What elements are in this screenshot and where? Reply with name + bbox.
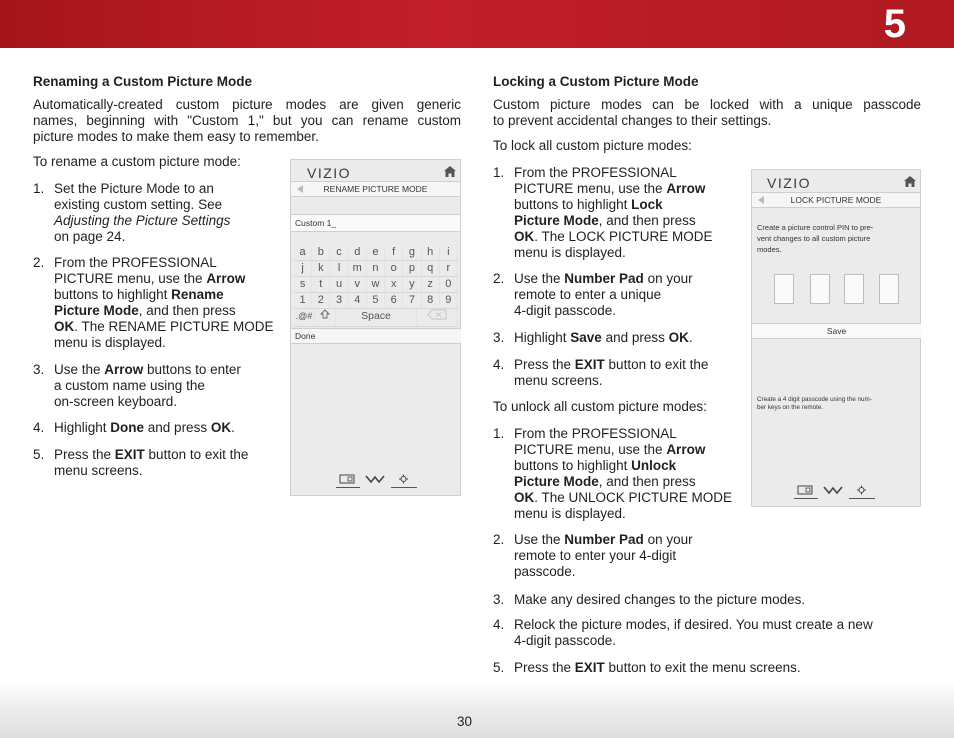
step-text xyxy=(514,660,801,676)
step-text-run: OK xyxy=(514,490,535,505)
chevron-down-icon xyxy=(365,475,385,484)
step-line xyxy=(54,287,274,303)
step-text-run: . The LOCK PICTURE MODE xyxy=(534,229,713,244)
step-line xyxy=(514,213,713,229)
gear-icon xyxy=(856,485,867,495)
unlock-lead: To unlock all custom picture modes: xyxy=(493,399,707,414)
step-text xyxy=(514,426,732,522)
page-number: 30 xyxy=(457,714,473,729)
key[interactable]: 5 xyxy=(367,293,385,309)
step-text-run: EXIT xyxy=(114,447,145,462)
divider xyxy=(336,487,360,488)
screen-title-bar xyxy=(291,181,460,197)
lock-description xyxy=(757,222,919,255)
step-line xyxy=(514,490,732,506)
footer-band xyxy=(0,684,954,738)
key[interactable]: t xyxy=(312,277,330,293)
step-text-run: buttons to highlight xyxy=(514,197,632,212)
step-text-run: 4-digit passcode. xyxy=(514,633,617,648)
key[interactable]: o xyxy=(385,261,403,277)
rename-intro-line: Automatically-created custom picture modes are given generic xyxy=(33,97,461,112)
step-line xyxy=(514,474,732,490)
step-line xyxy=(54,447,248,463)
step-text-run: menu is displayed. xyxy=(514,245,626,260)
key[interactable]: v xyxy=(349,277,367,293)
step-line xyxy=(54,197,230,213)
lock-picture-mode-screen xyxy=(751,169,921,507)
backspace-icon xyxy=(427,309,447,320)
pin-digit-box[interactable] xyxy=(774,274,794,304)
back-arrow-icon[interactable] xyxy=(758,196,764,204)
step-text-run: on your xyxy=(643,271,693,286)
step-text-run: . The UNLOCK PICTURE MODE xyxy=(534,490,733,505)
step-text-run: . xyxy=(231,420,235,435)
wide-icon xyxy=(339,474,355,484)
step-text-run: buttons to enter xyxy=(143,362,241,377)
step-text-run: Arrow xyxy=(666,181,706,196)
step-line xyxy=(514,357,708,373)
on-screen-keyboard xyxy=(294,245,458,327)
step-text-run: menu screens. xyxy=(54,463,143,478)
key[interactable]: 2 xyxy=(312,293,330,309)
remote-hint-bar xyxy=(794,485,879,499)
key[interactable]: w xyxy=(367,277,385,293)
step-text xyxy=(54,181,230,245)
step-line xyxy=(514,532,693,548)
step-number: 3. xyxy=(33,362,45,377)
step-line xyxy=(514,165,713,181)
step-line xyxy=(514,373,708,389)
key[interactable]: r xyxy=(440,261,458,277)
step-line xyxy=(54,255,274,271)
step-number: 5. xyxy=(33,447,45,462)
key[interactable]: 4 xyxy=(349,293,367,309)
step-line xyxy=(54,229,230,245)
step-line xyxy=(54,335,274,351)
step-text-run: a custom name using the xyxy=(54,378,205,393)
key[interactable]: 1 xyxy=(294,293,312,309)
passcode-hint-line: ber keys on the remote. xyxy=(757,404,824,411)
rename-intro-line: picture modes to make them easy to remember. xyxy=(33,129,319,144)
step-text-run: passcode. xyxy=(514,564,576,579)
step-text-run: remote to enter a unique xyxy=(514,287,662,302)
lock-intro xyxy=(493,97,921,129)
keyboard-row xyxy=(294,261,458,277)
step-text xyxy=(54,255,274,351)
step-text-run: button to exit the xyxy=(144,447,249,462)
step-text-run: button to exit the menu screens. xyxy=(604,660,801,675)
passcode-hint-line: Create a 4 digit passcode using the num- xyxy=(757,396,872,403)
step-text-run: Picture Mode xyxy=(514,474,599,489)
key[interactable]: y xyxy=(403,277,421,293)
rename-heading: Renaming a Custom Picture Mode xyxy=(33,74,253,89)
step-text-run: Number Pad xyxy=(564,271,644,286)
step-number: 4. xyxy=(33,420,45,435)
lock-intro-line: Custom picture modes can be locked with a unique passcode xyxy=(493,97,921,112)
key[interactable]: x xyxy=(385,277,403,293)
home-icon[interactable] xyxy=(444,166,456,177)
chevron-down-icon xyxy=(823,486,843,495)
step-text xyxy=(514,592,805,608)
screen-title: RENAME PICTURE MODE xyxy=(323,184,428,194)
step-line xyxy=(514,426,732,442)
passcode-hint xyxy=(757,396,919,412)
key[interactable]: 7 xyxy=(403,293,421,309)
divider xyxy=(391,487,417,488)
step-number: 4. xyxy=(493,617,505,632)
step-text-run: existing custom setting. See xyxy=(54,197,223,212)
key[interactable]: q xyxy=(422,261,440,277)
step-line xyxy=(54,463,248,479)
step-text-run: Adjusting the Picture Settings xyxy=(54,213,231,228)
step-text xyxy=(514,532,693,580)
step-line xyxy=(514,229,713,245)
step-line xyxy=(514,303,693,319)
key[interactable]: h xyxy=(422,245,440,261)
step-number: 1. xyxy=(33,181,45,196)
step-line xyxy=(514,197,713,213)
step-text-run: Arrow xyxy=(206,271,246,286)
step-line xyxy=(514,660,801,676)
key[interactable]: n xyxy=(367,261,385,277)
step-number: 3. xyxy=(493,330,505,345)
shift-arrow-icon xyxy=(320,309,330,319)
step-text-run: on-screen keyboard. xyxy=(54,394,178,409)
step-line xyxy=(514,617,873,633)
step-text-run: OK xyxy=(54,319,75,334)
step-line xyxy=(514,548,693,564)
step-text-run: button to exit the xyxy=(604,357,709,372)
lock-description-line: vent changes to all custom picture xyxy=(757,234,871,243)
step-text-run: Done xyxy=(110,420,145,435)
wide-icon xyxy=(797,485,813,495)
key[interactable]: f xyxy=(385,245,403,261)
screen-title-bar xyxy=(752,192,920,208)
step-text-run: on your xyxy=(643,532,693,547)
step-line xyxy=(514,564,693,580)
rename-intro xyxy=(33,97,461,145)
step-text-run: Rename xyxy=(171,287,224,302)
step-line xyxy=(54,303,274,319)
vizio-logo: VIZIO xyxy=(767,175,812,191)
key[interactable]: s xyxy=(294,277,312,293)
key[interactable]: p xyxy=(403,261,421,277)
step-text-run: EXIT xyxy=(574,660,605,675)
step-text-run: From the PROFESSIONAL xyxy=(514,165,677,180)
step-text xyxy=(514,357,708,389)
key[interactable]: k xyxy=(312,261,330,277)
key[interactable]: d xyxy=(349,245,367,261)
key[interactable]: 9 xyxy=(440,293,458,309)
step-text-run: Press the xyxy=(514,357,575,372)
step-line xyxy=(514,592,805,608)
symbols-key[interactable]: .@# xyxy=(294,309,315,327)
chapter-header-banner xyxy=(0,0,954,48)
pin-digit-box[interactable] xyxy=(844,274,864,304)
step-text-run: buttons to highlight xyxy=(514,458,632,473)
step-text-run: Make any desired changes to the picture modes. xyxy=(514,592,806,607)
step-text xyxy=(514,617,873,649)
step-line xyxy=(54,394,241,410)
space-key[interactable]: Space xyxy=(336,309,417,327)
remote-hint-bar xyxy=(336,474,421,488)
step-text xyxy=(54,447,248,479)
step-text-run: Arrow xyxy=(104,362,144,377)
step-text-run: remote to enter your 4-digit xyxy=(514,548,677,563)
step-text-run: Highlight xyxy=(54,420,111,435)
step-text-run: menu screens. xyxy=(514,373,603,388)
step-number: 2. xyxy=(493,271,505,286)
step-text-run: . xyxy=(688,330,693,345)
home-icon[interactable] xyxy=(904,176,916,187)
save-button[interactable]: Save xyxy=(752,323,921,339)
keyboard-row xyxy=(294,309,458,327)
step-line xyxy=(514,506,732,522)
rename-lead: To rename a custom picture mode: xyxy=(33,154,241,169)
divider xyxy=(794,498,818,499)
step-number: 3. xyxy=(493,592,505,607)
step-text-run: From the PROFESSIONAL xyxy=(514,426,677,441)
step-number: 2. xyxy=(33,255,45,270)
gear-icon xyxy=(398,474,409,484)
step-text-run: Arrow xyxy=(666,442,706,457)
back-arrow-icon[interactable] xyxy=(297,185,303,193)
step-line xyxy=(514,245,713,261)
key[interactable]: e xyxy=(367,245,385,261)
step-line xyxy=(514,181,713,197)
key[interactable]: 6 xyxy=(385,293,403,309)
lock-lead: To lock all custom picture modes: xyxy=(493,138,692,153)
lock-description-line: modes. xyxy=(757,245,782,254)
key[interactable]: g xyxy=(403,245,421,261)
step-line xyxy=(54,271,274,287)
name-input-field[interactable]: Custom 1_ xyxy=(291,214,460,232)
key[interactable]: c xyxy=(330,245,348,261)
pin-digit-box[interactable] xyxy=(879,274,899,304)
step-number: 2. xyxy=(493,532,505,547)
step-text-run: Use the xyxy=(54,362,105,377)
step-text-run: Number Pad xyxy=(564,532,644,547)
step-line xyxy=(514,271,693,287)
key[interactable]: 8 xyxy=(422,293,440,309)
vizio-logo: VIZIO xyxy=(307,165,352,181)
step-text-run: , and then press xyxy=(598,474,696,489)
step-text-run: Use the xyxy=(514,532,565,547)
step-text xyxy=(514,330,693,346)
step-number: 1. xyxy=(493,165,505,180)
step-text-run: 4-digit passcode. xyxy=(514,303,617,318)
screen-title: LOCK PICTURE MODE xyxy=(790,195,882,205)
key[interactable]: m xyxy=(349,261,367,277)
step-text-run: PICTURE menu, use the xyxy=(514,181,667,196)
step-text xyxy=(54,420,235,436)
step-line xyxy=(514,287,693,303)
step-line xyxy=(54,362,241,378)
step-line xyxy=(54,319,274,335)
step-text-run: PICTURE menu, use the xyxy=(514,442,667,457)
key[interactable]: i xyxy=(440,245,458,261)
chapter-number: 5 xyxy=(883,2,906,46)
step-text-run: EXIT xyxy=(574,357,605,372)
step-line xyxy=(54,378,241,394)
step-text xyxy=(54,362,241,410)
step-text-run: Press the xyxy=(514,660,575,675)
step-text-run: and press xyxy=(601,330,669,345)
step-line xyxy=(514,458,732,474)
step-text-run: Save xyxy=(570,330,602,345)
step-line xyxy=(514,442,732,458)
backspace-key[interactable] xyxy=(417,309,458,327)
done-button[interactable]: Done xyxy=(291,328,461,344)
step-line xyxy=(54,213,230,229)
step-text-run: , and then press xyxy=(598,213,696,228)
rename-intro-line: names, beginning with "Custom 1," but you can rename custom xyxy=(33,113,461,128)
lock-intro-line: to prevent accidental changes to their settings. xyxy=(493,113,772,128)
step-line xyxy=(54,181,230,197)
key[interactable]: z xyxy=(422,277,440,293)
key[interactable]: l xyxy=(330,261,348,277)
step-text-run: PICTURE menu, use the xyxy=(54,271,207,286)
step-text-run: Picture Mode xyxy=(54,303,139,318)
key[interactable]: 3 xyxy=(330,293,348,309)
step-text-run: Highlight xyxy=(514,330,571,345)
key[interactable]: 0 xyxy=(440,277,458,293)
divider xyxy=(849,498,875,499)
step-text-run: , and then press xyxy=(138,303,236,318)
step-text-run: Unlock xyxy=(631,458,677,473)
key[interactable]: j xyxy=(294,261,312,277)
step-number: 5. xyxy=(493,660,505,675)
step-text-run: OK xyxy=(668,330,689,345)
step-text-run: Lock xyxy=(631,197,663,212)
step-text-run: Picture Mode xyxy=(514,213,599,228)
step-text-run: Relock the picture modes, if desired. You must create a new xyxy=(514,617,873,632)
step-number: 1. xyxy=(493,426,505,441)
rename-picture-mode-screen xyxy=(290,159,461,496)
shift-key[interactable] xyxy=(315,309,336,327)
key[interactable]: a xyxy=(294,245,312,261)
step-text-run: Set the Picture Mode to an xyxy=(54,181,214,196)
step-text xyxy=(514,165,713,261)
step-text-run: Use the xyxy=(514,271,565,286)
step-text-run: menu is displayed. xyxy=(54,335,166,350)
keyboard-row xyxy=(294,293,458,309)
keyboard-row xyxy=(294,245,458,261)
key[interactable]: b xyxy=(312,245,330,261)
step-text-run: OK xyxy=(514,229,535,244)
step-text xyxy=(514,271,693,319)
step-line xyxy=(514,633,873,649)
lock-heading: Locking a Custom Picture Mode xyxy=(493,74,699,89)
step-text-run: OK xyxy=(210,420,232,435)
step-text-run: From the PROFESSIONAL xyxy=(54,255,217,270)
step-text-run: buttons to highlight xyxy=(54,287,172,302)
step-text-run: . The RENAME PICTURE MODE xyxy=(74,319,274,334)
step-number: 4. xyxy=(493,357,505,372)
step-text-run: menu is displayed. xyxy=(514,506,626,521)
keyboard-row xyxy=(294,277,458,293)
step-text-run: on page 24. xyxy=(54,229,126,244)
step-text-run: Press the xyxy=(54,447,115,462)
pin-digit-box[interactable] xyxy=(810,274,830,304)
lock-description-line: Create a picture control PIN to pre- xyxy=(757,223,874,232)
step-text-run: and press xyxy=(144,420,211,435)
step-line xyxy=(54,420,235,436)
key[interactable]: u xyxy=(330,277,348,293)
step-line xyxy=(514,330,693,346)
